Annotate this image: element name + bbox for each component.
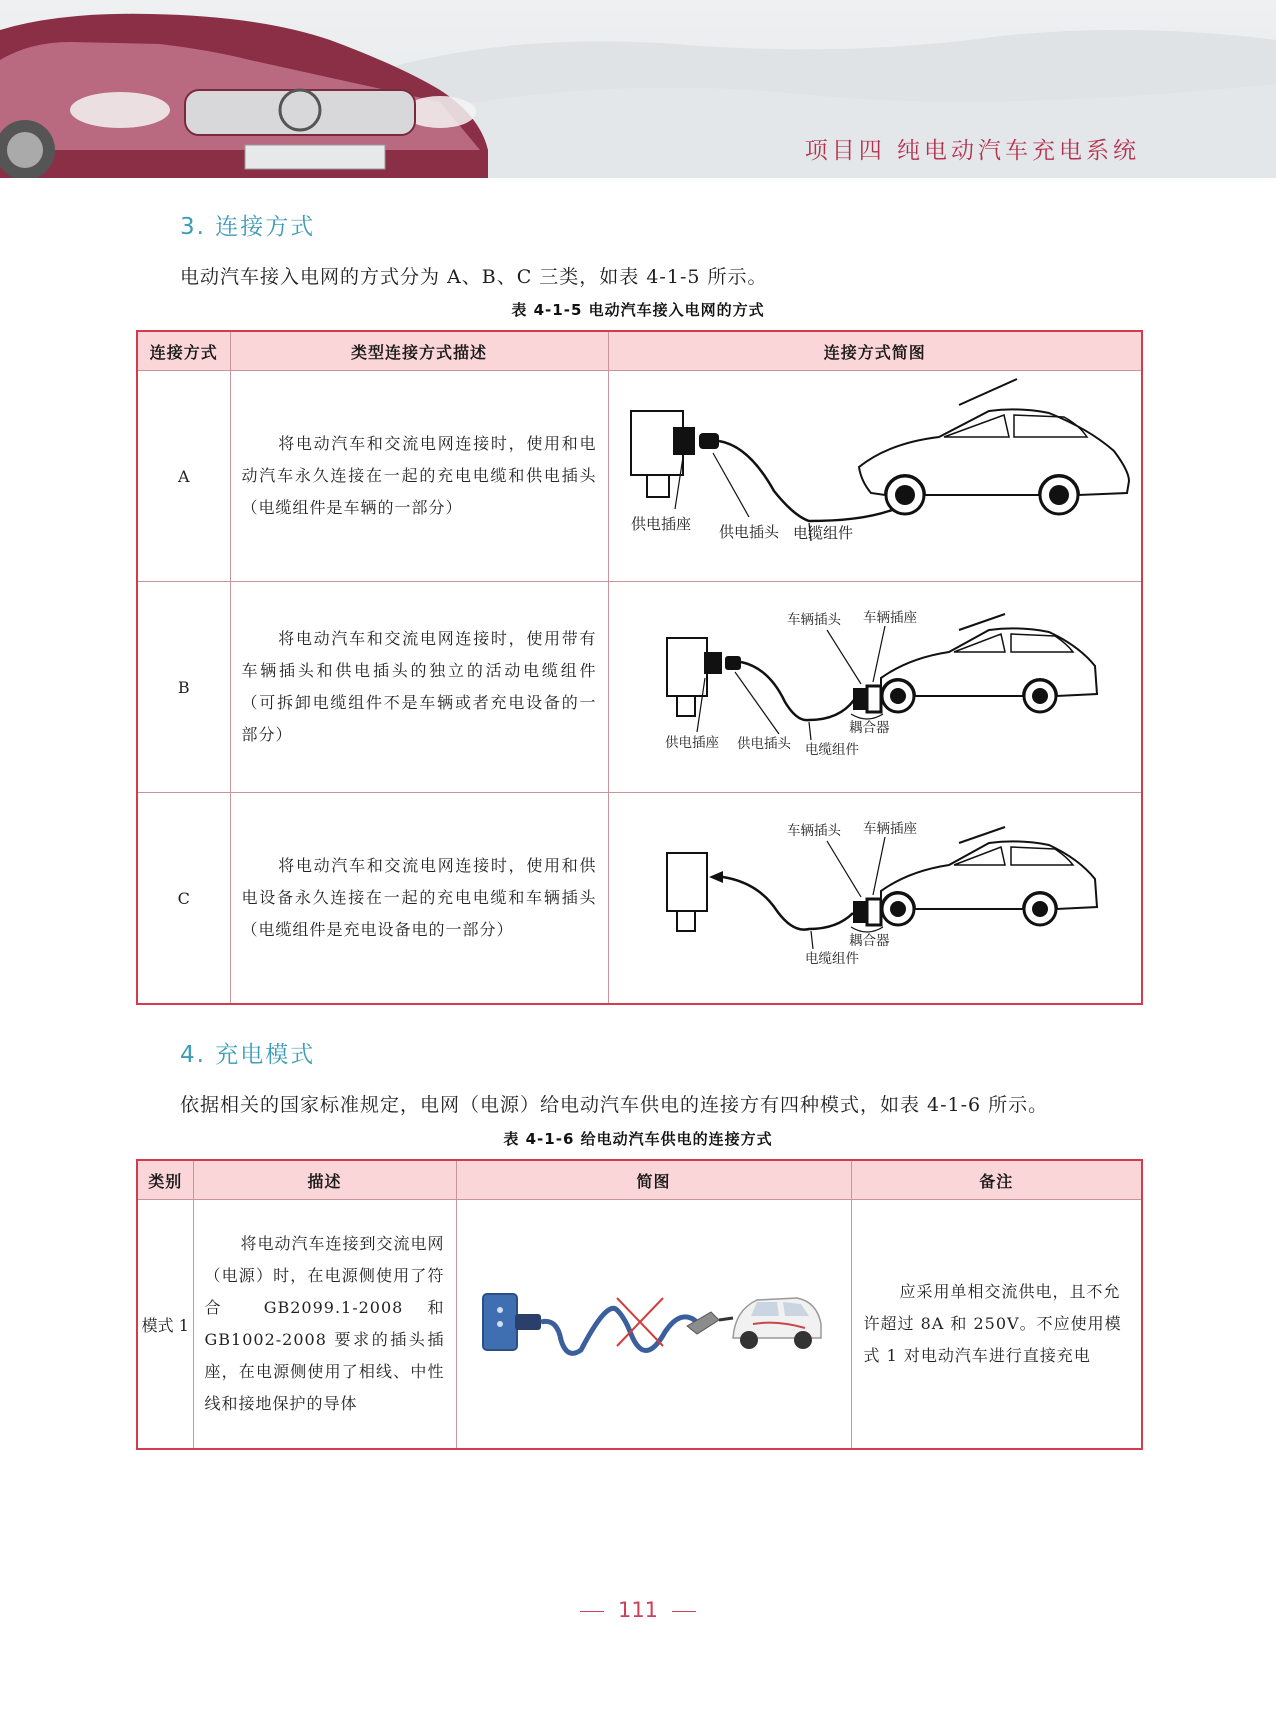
column-header: 备注: [851, 1160, 1142, 1200]
label-vehicle-plug: 车辆插头: [786, 612, 841, 628]
mode-category: 模式 1: [137, 1200, 193, 1450]
mode-1-diagram: [456, 1200, 851, 1450]
connection-table: [136, 330, 1143, 1005]
label-plug: 供电插头: [718, 523, 779, 541]
connection-description: 将电动汽车和交流电网连接时，使用和电动汽车永久连接在一起的充电电缆和供电插头（电缆组件是车辆的一部分）: [230, 371, 608, 582]
connection-diagram-a: [608, 371, 1142, 582]
table-row: [137, 371, 1142, 582]
table-row: [137, 582, 1142, 793]
label-coupler: 耦合器: [848, 933, 889, 949]
label-socket: 供电插座: [630, 515, 691, 533]
label-socket: 供电插座: [664, 735, 719, 751]
footer-dash-right: [672, 1611, 696, 1612]
label-coupler: 耦合器: [848, 720, 889, 736]
connection-type: C: [137, 793, 230, 1005]
table-caption: 表 4-1-5 电动汽车接入电网的方式: [511, 301, 765, 319]
page-footer: [0, 1598, 1276, 1622]
connection-diagram-b: [608, 582, 1142, 793]
table-row: [137, 793, 1142, 1005]
connection-type: A: [137, 371, 230, 582]
column-header: 连接方式简图: [608, 331, 1142, 371]
mode-1-photo-illustration: [457, 1200, 852, 1444]
table-caption: 表 4-1-6 给电动汽车供电的连接方式: [503, 1130, 773, 1148]
label-vehicle-inlet: 车辆插座: [862, 610, 917, 626]
label-cable: 电缆组件: [804, 951, 859, 967]
charging-mode-table: [136, 1159, 1143, 1450]
mode-description: 将电动汽车连接到交流电网（电源）时，在电源侧使用了符合 GB2099.1-2008 和 GB1002-2008 要求的插头插座，在电源侧使用了相线、中性线和接地保护的导体: [193, 1200, 456, 1450]
table-header-row: [137, 1160, 1142, 1200]
section-paragraph: 电动汽车接入电网的方式分为 A、B、C 三类，如表 4-1-5 所示。: [180, 266, 768, 288]
connection-description: 将电动汽车和交流电网连接时，使用和供电设备永久连接在一起的充电电缆和车辆插头（电缆组件是充电设备电的一部分）: [230, 793, 608, 1005]
chapter-title: 项目四 纯电动汽车充电系统: [804, 138, 1140, 164]
label-cable: 电缆组件: [792, 524, 853, 542]
diagram-type-c: [609, 793, 1143, 999]
section-heading-connection: 3. 连接方式: [180, 214, 316, 240]
header-banner: [0, 0, 1276, 178]
section-paragraph: 依据相关的国家标准规定，电网（电源）给电动汽车供电的连接方有四种模式，如表 4-1-6 所示。: [180, 1094, 1049, 1116]
column-header: 简图: [456, 1160, 851, 1200]
label-plug: 供电插头: [736, 736, 791, 752]
mode-note: 应采用单相交流供电，且不允许超过 8A 和 250V。不应使用模式 1 对电动汽车进行直接充电: [851, 1200, 1142, 1450]
table-header-row: [137, 331, 1142, 371]
connection-diagram-c: [608, 793, 1142, 1005]
table-row: [137, 1200, 1142, 1450]
connection-type: B: [137, 582, 230, 793]
diagram-type-b: [609, 582, 1143, 788]
label-vehicle-plug: 车辆插头: [786, 823, 841, 839]
column-header: 描述: [193, 1160, 456, 1200]
footer-dash-left: [580, 1611, 604, 1612]
column-header: 类别: [137, 1160, 193, 1200]
page-number: 111: [617, 1598, 659, 1622]
label-vehicle-inlet: 车辆插座: [862, 821, 917, 837]
label-cable: 电缆组件: [804, 742, 859, 758]
column-header: 连接方式: [137, 331, 230, 371]
diagram-type-a: [609, 371, 1143, 577]
column-header: 类型连接方式描述: [230, 331, 608, 371]
section-heading-charging-mode: 4. 充电模式: [180, 1042, 316, 1068]
connection-description: 将电动汽车和交流电网连接时，使用带有车辆插头和供电插头的独立的活动电缆组件（可拆卸电缆组件不是车辆或者充电设备的一部分）: [230, 582, 608, 793]
